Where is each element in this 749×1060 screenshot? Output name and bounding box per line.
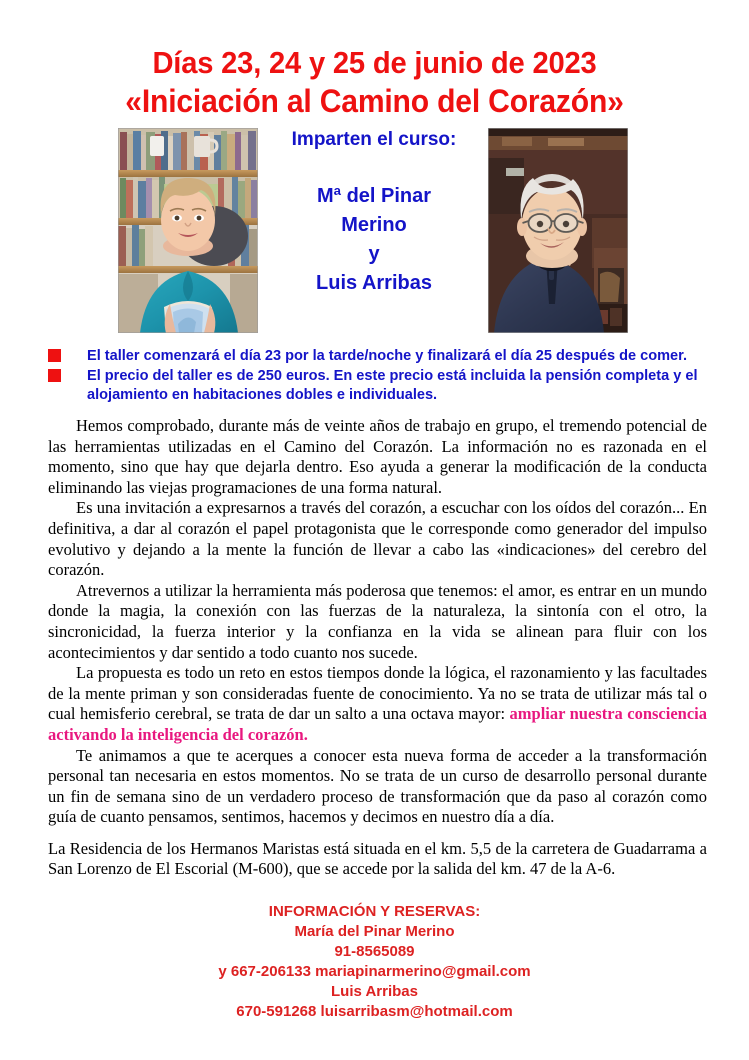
- paragraph-3: Atrevernos a utilizar la herramienta más poderosa que tenemos: el amor, es entrar en un mundo donde la magia, la conexión con las fuerzas de la naturaleza, la sintonía con el otro, la sincronicidad, la fuerza interior y la confianza en la vida se alinean para fluir con los acontecimientos y dar sentido a todo cuanto nos sucede.: [48, 580, 707, 662]
- bullet-text: El precio del taller es de 250 euros. En este precio está incluida la pensión completa y el alojamiento en habitaciones dobles e individuales.: [87, 367, 698, 403]
- poster-title: [0, 0, 749, 120]
- highlighted-phrase: ampliar nuestra consciencia activando la inteligencia del corazón.: [48, 704, 707, 744]
- contact-phone-email-2: 670-591268 luisarribasm@hotmail.com: [236, 1003, 513, 1021]
- square-bullet-icon: [48, 369, 61, 382]
- paragraph-2: Es una invitación a expresarnos a través del corazón, a escuchar con los oídos del corazón... En definitiva, a dar al corazón el papel protagonista que le corresponde como generador del impulso evolutivo y dejando a la mente la función de llevar a cabo las «indicaciones» del cerebro del corazón.: [48, 498, 707, 580]
- imparten-label: Imparten el curso:: [291, 129, 457, 150]
- paragraph-1: Hemos comprobado, durante más de veinte años de trabajo en grupo, el tremendo potencial de las herramientas utilizadas en el Camino del Corazón. La información no es razonada en el momento, sino que hay que dejarla dentro. Eso ayuda a generar la modificación de la conducta eliminando las viejas programaciones de una forma natural.: [48, 416, 707, 497]
- photo-pinar-merino: [118, 128, 258, 333]
- names-conjunction: y: [368, 243, 380, 265]
- paragraph-5: Te animamos a que te acerques a conocer esta nueva forma de acceder a la transformación personal tan necesaria en estos momentos. No se trata de un curso de desarrollo personal durante un fin de semana sino de un verdadero proceso de transformación que da paso al corazón como guía de cuanto pensamos, sentimos, hacemos y decimos en nuestro día a día.: [48, 745, 707, 827]
- contact-name-1: María del Pinar Merino: [294, 923, 455, 941]
- teacher-2-name: Luis Arribas: [316, 272, 432, 294]
- contact-name-2: Luis Arribas: [331, 983, 418, 1001]
- bullet-text: El taller comenzará el día 23 por la tarde/noche y finalizará el día 25 después de comer.: [87, 347, 688, 364]
- instructors-section: [0, 128, 749, 336]
- contact-phone-email-1: y 667-206133 mariapinarmerino@gmail.com: [218, 963, 531, 981]
- teacher-1-line-1: Mª del Pinar: [316, 185, 432, 207]
- paragraph-4: [48, 663, 707, 745]
- teacher-1-line-2: Merino: [341, 214, 407, 236]
- paragraph-location: La Residencia de los Hermanos Maristas está situada en el km. 5,5 de la carretera de Guadarrama a San Lorenzo de El Escorial (M-600), que se accede por la salida del km. 47 de la A-6.: [48, 838, 707, 879]
- bullet-item: [48, 366, 719, 404]
- instructors-text: [268, 128, 480, 298]
- teacher-names: [268, 182, 480, 298]
- square-bullet-icon: [48, 349, 61, 362]
- title-course-name: «Iniciación al Camino del Corazón»: [125, 83, 624, 119]
- photo-luis-arribas: [488, 128, 628, 333]
- title-dates: Días 23, 24 y 25 de junio de 2023: [152, 45, 597, 80]
- contact-section: [0, 902, 749, 1022]
- body-copy: [0, 416, 749, 880]
- contact-heading: INFORMACIÓN Y RESERVAS:: [268, 903, 481, 921]
- contact-phone-1: 91-8565089: [334, 943, 415, 961]
- paragraph-4-text: La propuesta es todo un reto en estos tiempos donde la lógica, el razonamiento y las facultades de la mente priman y son consideradas fuente de conocimiento. Ya no se trata de utilizar más tal o cual hemisferio cerebral, se trata de dar un salto a una octava mayor:: [48, 663, 707, 724]
- bullet-item: [48, 346, 719, 365]
- key-info-bullets: [0, 346, 749, 404]
